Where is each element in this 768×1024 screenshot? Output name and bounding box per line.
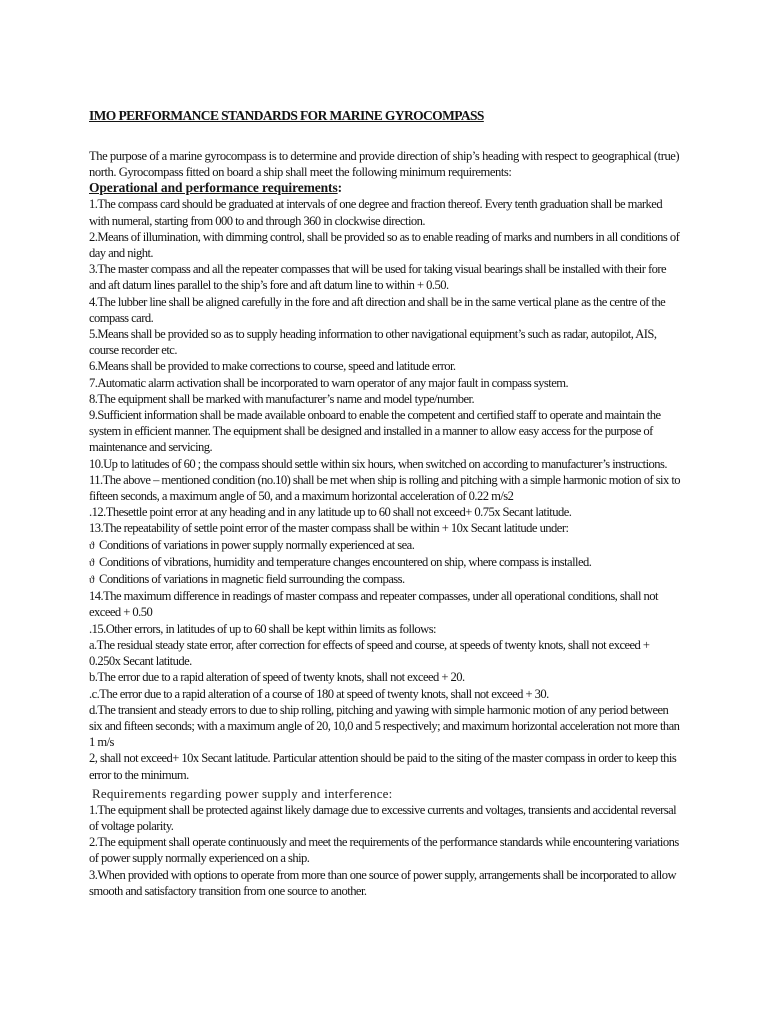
bullet-item-text: Conditions of vibrations, humidity and temperature changes encountered on ship, where compass is installed. — [99, 554, 592, 569]
bullet-item — [89, 554, 683, 571]
list-item: 14.The maximum difference in readings of master compass and repeater compasses, under all operational conditions, shall not exceed + 0.50 — [89, 589, 658, 620]
section-heading-operational-text: Operational and performance requirements — [89, 180, 338, 196]
bullet-icon: ϑ — [89, 539, 94, 552]
bullet-item — [89, 571, 683, 588]
list-item: 7.Automatic alarm activation shall be incorporated to warn operator of any major fault in compass system. — [89, 375, 569, 390]
list-item: 4.The lubber line shall be aligned carefully in the fore and aft direction and shall be in the same vertical plane as the centre of the compass card. — [89, 294, 666, 325]
document-page — [89, 108, 683, 899]
list-item: .15.Other errors, in latitudes of up to 60 shall be kept within limits as follows: — [89, 621, 437, 636]
list-item: 8.The equipment shall be marked with manufacturer’s name and model type/number. — [89, 391, 475, 406]
list-item: 10.Up to latitudes of 60 ; the compass should settle within six hours, when switched on according to manufacturer’s instructions. — [89, 456, 667, 471]
bullet-icon: ϑ — [89, 556, 94, 569]
list-item: .12.Thesettle point error at any heading and in any latitude up to 60 shall not exceed+ 0.75x Secant latitude. — [89, 505, 572, 520]
list-item: 2.Means of illumination, with dimming control, shall be provided so as to enable reading of marks and numbers in all conditions of day and night. — [89, 229, 680, 261]
list-item: b.The error due to a rapid alteration of speed of twenty knots, shall not exceed + 20. — [89, 670, 465, 685]
list-item: 13.The repeatability of settle point error of the master compass shall be within + 10x Secant latitude under: — [89, 521, 569, 536]
section-heading-colon: : — [337, 180, 343, 196]
intro-paragraph: The purpose of a marine gyrocompass is to determine and provide direction of ship’s heading with respect to geographical (true) north. Gyrocompass fitted on board a ship shall meet the following minimum requirements: — [89, 149, 680, 180]
section-heading-power-supply: Requirements regarding power supply and interference: — [92, 785, 393, 801]
list-item: a.The residual steady state error, after correction for effects of speed and course, at speeds of twenty knots, shall not exceed + 0.250x Secant latitude. — [89, 637, 650, 669]
list-item: 6.Means shall be provided to make corrections to course, speed and latitude error. — [89, 359, 456, 374]
list-item: 1.The equipment shall be protected against likely damage due to excessive currents and voltages, transients and accidental reversal of voltage polarity. — [89, 802, 677, 833]
bullet-item-text: Conditions of variations in magnetic field surrounding the compass. — [99, 572, 405, 587]
bullet-item-text: Conditions of variations in power supply normally experienced at sea. — [99, 537, 415, 552]
bullet-item — [89, 537, 683, 554]
list-item: 3.The master compass and all the repeater compasses that will be used for taking visual bearings shall be installed with their fore and aft datum lines parallel to the ship’s fore and aft datum line to within + 0.50. — [89, 262, 667, 293]
list-item: 1.The compass card should be graduated at intervals of one degree and fraction thereof. Every tenth graduation shall be marked with numeral, starting from 000 to and through 360 in clockwise direction. — [89, 197, 663, 228]
list-item: 9.Sufficient information shall be made available onboard to enable the competent and certified staff to operate and maintain the system in efficient manner. The equipment shall be designed and installed in a manner to allow easy access for the purpose of maintenance and servicing. — [89, 408, 661, 455]
list-item: 11.The above – mentioned condition (no.10) shall be met when ship is rolling and pitching with a simple harmonic motion of six to fifteen seconds, a maximum angle of 50, and a maximum horizontal acceleration of 0.22 m/s2 — [89, 472, 681, 504]
power-supply-requirements-list — [89, 802, 683, 899]
list-item: 2.The equipment shall operate continuously and meet the requirements of the performance standards while encountering variations of power supply normally experienced on a ship. — [89, 835, 679, 866]
list-item: 5.Means shall be provided so as to supply heading information to other navigational equipment’s such as radar, autopilot, AIS, course recorder etc. — [89, 327, 657, 358]
operational-requirements-list — [89, 196, 683, 782]
bullet-icon: ϑ — [89, 574, 94, 587]
list-item: 3.When provided with options to operate from more than one source of power supply, arrangements shall be incorporated to allow smooth and satisfactory transition from one source to another. — [89, 867, 677, 898]
document-title: IMO PERFORMANCE STANDARDS FOR MARINE GYROCOMPASS — [89, 108, 484, 123]
list-item: .c.The error due to a rapid alteration of a course of 180 at speed of twenty knots, shall not exceed + 30. — [89, 686, 549, 701]
section-heading-operational — [89, 180, 683, 196]
list-item: d.The transient and steady errors to due to ship rolling, pitching and yawing with simple harmonic motion of any period between six and fifteen seconds; with a maximum angle of 20, 10,0 and 5 respectively; and maximum horizontal acceleration not more than 1 m/s — [89, 702, 680, 750]
list-item: 2, shall not exceed+ 10x Secant latitude. Particular attention should be paid to the siting of the master compass in order to keep this error to the minimum. — [89, 751, 677, 782]
